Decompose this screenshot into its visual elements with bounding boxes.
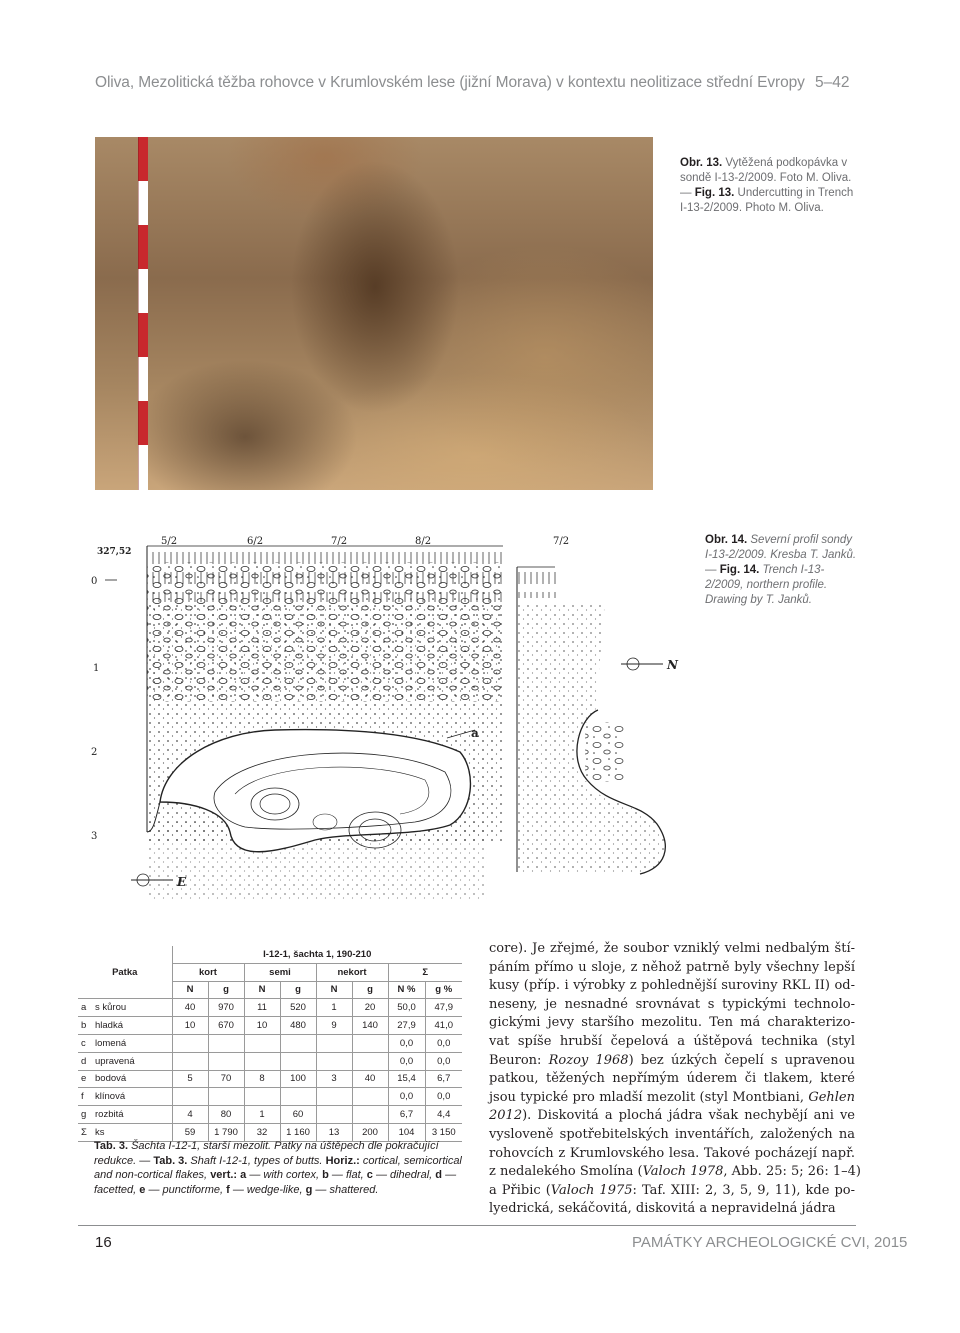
table-cell: 10 [244,1017,280,1035]
table-cell: 200 [352,1123,388,1141]
table-group-kort: kort [172,963,244,981]
table-cell: 5 [172,1070,208,1088]
table-cell: 11 [244,999,280,1017]
table-cell [280,1034,316,1052]
row-label: klínová [92,1088,172,1106]
table-cell: 27,9 [388,1017,425,1035]
table-cell: 32 [244,1123,280,1141]
table-cell: 59 [172,1123,208,1141]
table-cell: 480 [280,1017,316,1035]
table-cell [316,1034,352,1052]
table-cell [316,1106,352,1124]
citation: Valoch 1978 [642,1164,724,1180]
table-cell: 3 150 [425,1123,462,1141]
table-3-caption: Tab. 3. Šachta I-12-1, starší mezolit. Patky na úštěpech dle pokračující redukce. — Tab. 3. Shaft I-12-1, types of butts. Horiz.: cortical, semicortical and non-cortical flakes, vert.: a — with cortex, b — flat, c — dihedral, d — facetted, e — punctiforme, f — wedge-like, g — shattered. [94,1140,462,1196]
grid-label-7-right: 7/2 [553,536,570,547]
table-cell: 0,0 [425,1088,462,1106]
text-line: a Přibic (Valoch 1975: Taf. XIII: 2, 3, 5, 9, 11), kde po- [489,1182,856,1198]
text-line: neseny, je nesnadné srovnávat s typickými technolo- [489,996,855,1012]
figure-14-profile-drawing [85,532,685,912]
table-cell: 15,4 [388,1070,425,1088]
table-cell: 670 [208,1017,244,1035]
table-cell: 6,7 [388,1106,425,1124]
table-row [78,1017,462,1035]
grid-label-7: 7/2 [331,536,348,547]
east-label: E [177,875,187,889]
table-cell: 0,0 [388,1052,425,1070]
footer-rule [78,1225,856,1226]
page-range: 5–42 [815,74,850,91]
depth-1: 1 [93,663,100,674]
table-cell [316,1052,352,1070]
table-cell: 10 [172,1017,208,1035]
grid-label-6: 6/2 [247,536,264,547]
table-group-sum: Σ [388,963,462,981]
north-label: N [667,658,678,672]
table-cell: 140 [352,1017,388,1035]
table-cell: 100 [280,1070,316,1088]
table-cell [316,1088,352,1106]
table-cell: 104 [388,1123,425,1141]
table-subheader: g % [425,981,462,999]
table-subheader: g [280,981,316,999]
table-cell [172,1052,208,1070]
depth-3: 3 [91,831,98,842]
table-group-nekort: nekort [316,963,388,981]
layer-a-label: a [471,726,479,740]
table-cell [352,1106,388,1124]
row-code: g [78,1106,92,1124]
row-code: a [78,999,92,1017]
table-cell: 80 [208,1106,244,1124]
table-cell: 970 [208,999,244,1017]
row-label: bodová [92,1070,172,1088]
text-line: rohovcích z Krumlovského lesa. Takové pocházejí např. [489,1145,855,1161]
table-cell: 4 [172,1106,208,1124]
table-cell: 0,0 [425,1052,462,1070]
text-line: patkou, těžených nepřímým úderem či tlakem, které [489,1071,855,1087]
table-cell [208,1052,244,1070]
table-row [78,1106,462,1124]
row-code: f [78,1088,92,1106]
text-line: vat spíše hrubší čepelová a úštěpová technika (styl [489,1033,855,1049]
table-cell: 47,9 [425,999,462,1017]
text-line: gickými jevy staršího mezolitu. Ten má charakterizo- [489,1015,855,1031]
row-code: Σ [78,1123,92,1141]
row-code: d [78,1052,92,1070]
table-cell: 1 [244,1106,280,1124]
table-row [78,999,462,1017]
table-cell: 0,0 [388,1034,425,1052]
table-subheader: g [352,981,388,999]
table-cell [244,1034,280,1052]
table-cell [280,1088,316,1106]
table-cell [208,1034,244,1052]
table-header-patka: Patka [112,966,138,978]
table-title: I-12-1, šachta 1, 190-210 [172,946,462,963]
table-subheader: N [316,981,352,999]
table-cell: 9 [316,1017,352,1035]
table-cell: 6,7 [425,1070,462,1088]
figure-13-caption: Obr. 13. Vytěžená podkopávka v sondě I-13-2/2009. Foto M. Oliva. — Fig. 13. Undercutting in Trench I-13-2/2009. Photo M. Oliva. [680,157,854,214]
table-cell: 8 [244,1070,280,1088]
row-label: lomená [92,1034,172,1052]
table-subheader: N [244,981,280,999]
running-title: Oliva, Mezolitická těžba rohovce v Krumlovském lese (jižní Morava) v kontextu neolitizace střední Evropy [95,74,805,91]
table-cell: 60 [280,1106,316,1124]
table-cell [172,1034,208,1052]
text-line: lyedrická, sekáčovitá, diskovitá a nepravidelná jádra [489,1201,836,1217]
page-number: 16 [95,1234,112,1251]
row-code: b [78,1017,92,1035]
row-label: upravená [92,1052,172,1070]
table-cell [244,1052,280,1070]
text-line: páním přímo u sloje, z něhož patrně byly všechny lepší [489,959,855,975]
citation: 2012 [489,1108,523,1124]
table-cell: 40 [352,1070,388,1088]
table-cell [280,1052,316,1070]
table-body [78,999,462,1141]
table-cell [172,1088,208,1106]
table-cell: 50,0 [388,999,425,1017]
table-cell [352,1034,388,1052]
table-group-semi: semi [244,963,316,981]
table-row [78,1088,462,1106]
text-line: Beuron: Rozoy 1968) bez úzkých čepelí s upravenou [489,1052,855,1068]
text-line: z nedalekého Smolína (Valoch 1978, Abb. 25: 5; 26: 1–4) [489,1164,861,1180]
depth-0: 0 [91,576,98,587]
table-cell: 1 790 [208,1123,244,1141]
figure-13-photo [95,137,653,490]
text-line: core). Je zřejmé, že soubor vzniklý velmi nedbalým ští- [489,941,855,956]
grid-label-5: 5/2 [161,536,178,547]
depth-2: 2 [91,747,98,758]
row-label: rozbitá [92,1106,172,1124]
journal-title: PAMÁTKY ARCHEOLOGICKÉ CVI, 2015 [632,1234,908,1251]
table-row [78,1052,462,1070]
table-cell [352,1088,388,1106]
table-cell: 520 [280,999,316,1017]
grid-label-8: 8/2 [415,536,432,547]
table-cell [244,1088,280,1106]
table-row [78,1034,462,1052]
table-cell [352,1052,388,1070]
text-line: 2012). Diskovitá a plochá jádra však nechybějí ani ve [489,1108,855,1124]
table-subheader: N [172,981,208,999]
row-label: hladká [92,1017,172,1035]
text-line: vysloveně spotřebitelských inventářích, založených na [489,1126,855,1142]
table-3-butt-types [78,946,462,1142]
elevation-label: 327,52 [97,547,132,557]
citation: Valoch 1975 [550,1182,633,1198]
row-label: ks [92,1123,172,1141]
row-label: s kůrou [92,999,172,1017]
table-cell: 4,4 [425,1106,462,1124]
table-cell: 1 [316,999,352,1017]
table-cell: 1 160 [280,1123,316,1141]
table-cell: 13 [316,1123,352,1141]
table-cell: 0,0 [388,1088,425,1106]
citation: Gehlen [808,1089,855,1105]
text-line: jsou typické pro mladší mezolit (styl Montbiani, Gehlen [489,1089,855,1105]
table-row [78,1070,462,1088]
table-cell: 3 [316,1070,352,1088]
scale-ruler [138,137,148,490]
figure-14-caption: Obr. 14. Severní profil sondy I-13-2/2009. Kresba T. Janků. — Fig. 14. Trench I-13-2/2009, northern profile. Drawing by T. Janků. [705,534,857,606]
body-text-column [489,940,861,1219]
table-subheader: g [208,981,244,999]
row-code: c [78,1034,92,1052]
citation: Rozoy 1968 [548,1052,629,1068]
table-cell: 41,0 [425,1017,462,1035]
table-subheader: N % [388,981,425,999]
table-cell: 20 [352,999,388,1017]
text-line: kusy (příp. i výrobky z pohlednější suroviny RKL II) od- [489,978,855,994]
table-cell: 0,0 [425,1034,462,1052]
table-cell [208,1088,244,1106]
row-code: e [78,1070,92,1088]
table-cell: 70 [208,1070,244,1088]
table-cell: 40 [172,999,208,1017]
